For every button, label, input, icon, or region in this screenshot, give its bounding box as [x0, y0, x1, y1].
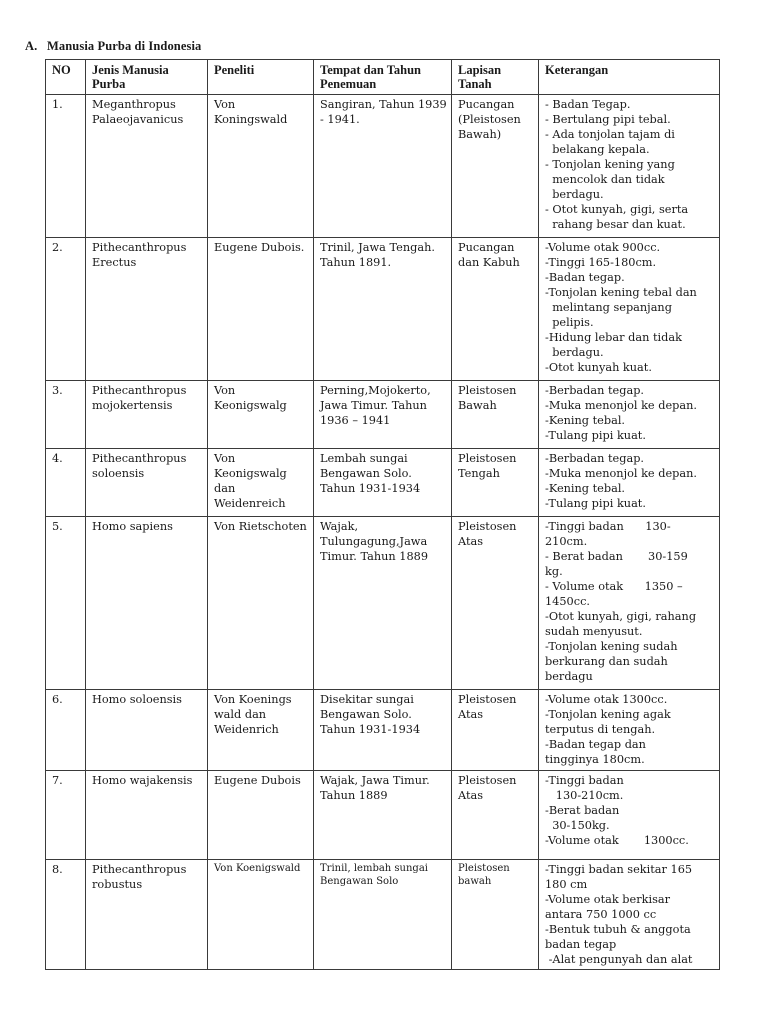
table-row [46, 517, 720, 690]
cell-peneliti: Von Rietschoten [208, 517, 314, 690]
cell-jenis: Pithecanthropus mojokertensis [86, 381, 208, 449]
cell-peneliti: Eugene Dubois [208, 771, 314, 860]
cell-jenis: Homo wajakensis [86, 771, 208, 860]
cell-tempat: Trinil, lembah sungai Bengawan Solo [314, 860, 452, 970]
keterangan-text: -Berbadan tegap. -Muka menonjol ke depan. -Kening tebal. -Tulang pipi kuat. [545, 384, 697, 442]
cell-keterangan [539, 449, 720, 517]
keterangan-text: -Volume otak 1300cc. -Tonjolan kening agak terputus di tengah. -Badan tegap dan tingginya 180cm. [545, 693, 671, 766]
cell-keterangan [539, 238, 720, 381]
cell-lapisan: Pleistosen Atas [452, 690, 539, 771]
cell-no: 4. [46, 449, 86, 517]
table-row [46, 690, 720, 771]
cell-keterangan [539, 690, 720, 771]
table-row [46, 381, 720, 449]
cell-jenis: Pithecanthropus soloensis [86, 449, 208, 517]
cell-jenis: Pithecanthropus Erectus [86, 238, 208, 381]
cell-no: 5. [46, 517, 86, 690]
cell-keterangan [539, 381, 720, 449]
cell-lapisan: Pleistosen Atas [452, 771, 539, 860]
keterangan-text: -Tinggi badan sekitar 165 180 cm -Volume otak berkisar antara 750 1000 cc -Bentuk tubuh & anggota badan tegap -Alat pengunyah dan alat [545, 863, 693, 966]
cell-no: 8. [46, 860, 86, 970]
manusia-purba-table [45, 59, 720, 970]
table-row [46, 449, 720, 517]
header-peneliti: Peneliti [208, 60, 314, 95]
keterangan-text: -Tinggi badan 130-210cm. -Berat badan 30-150kg. -Volume otak 1300cc. [545, 774, 689, 847]
table-row [46, 771, 720, 860]
cell-keterangan [539, 517, 720, 690]
cell-tempat: Wajak, Tulungagung,Jawa Timur. Tahun 1889 [314, 517, 452, 690]
cell-lapisan: Pleistosen Bawah [452, 381, 539, 449]
cell-lapisan: Pucangan dan Kabuh [452, 238, 539, 381]
cell-keterangan [539, 771, 720, 860]
cell-peneliti: Von Keonigswalg [208, 381, 314, 449]
section-title: Manusia Purba di Indonesia [47, 39, 202, 53]
header-no: NO [46, 60, 86, 95]
cell-lapisan: Pleistosen bawah [452, 860, 539, 970]
cell-tempat: Lembah sungai Bengawan Solo. Tahun 1931-1934 [314, 449, 452, 517]
header-jenis: Jenis Manusia Purba [86, 60, 208, 95]
keterangan-text: -Tinggi badan 130- 210cm. - Berat badan 30-159 kg. - Volume otak 1350 – 1450cc. -Otot kunyah, gigi, rahang sudah menyusut. -Tonjolan kening sudah berkurang dan sudah berdagu [545, 520, 697, 683]
keterangan-text: - Badan Tegap. - Bertulang pipi tebal. - Ada tonjolan tajam di belakang kepala. - Tonjolan kening yang mencolok dan tidak berdagu. - Otot kunyah, gigi, serta rahang besar dan kuat. [545, 98, 689, 231]
section-heading [25, 39, 201, 54]
cell-lapisan: Pleistosen Tengah [452, 449, 539, 517]
section-letter: A. [25, 39, 38, 53]
header-lapisan: Lapisan Tanah [452, 60, 539, 95]
cell-peneliti: Von Keonigswalg dan Weidenreich [208, 449, 314, 517]
cell-tempat: Sangiran, Tahun 1939 - 1941. [314, 95, 452, 238]
cell-no: 7. [46, 771, 86, 860]
cell-lapisan: Pucangan (Pleistosen Bawah) [452, 95, 539, 238]
cell-keterangan [539, 860, 720, 970]
cell-tempat: Wajak, Jawa Timur. Tahun 1889 [314, 771, 452, 860]
cell-tempat: Trinil, Jawa Tengah. Tahun 1891. [314, 238, 452, 381]
cell-jenis: Homo soloensis [86, 690, 208, 771]
cell-no: 1. [46, 95, 86, 238]
table-header-row [46, 60, 720, 95]
table-row [46, 238, 720, 381]
cell-jenis: Pithecanthropus robustus [86, 860, 208, 970]
keterangan-text: -Berbadan tegap. -Muka menonjol ke depan. -Kening tebal. -Tulang pipi kuat. [545, 452, 697, 510]
keterangan-text: -Volume otak 900cc. -Tinggi 165-180cm. -Badan tegap. -Tonjolan kening tebal dan melintang sepanjang pelipis. -Hidung lebar dan tidak berdagu. -Otot kunyah kuat. [545, 241, 697, 374]
header-keterangan: Keterangan [539, 60, 720, 95]
cell-no: 2. [46, 238, 86, 381]
cell-keterangan [539, 95, 720, 238]
cell-lapisan: Pleistosen Atas [452, 517, 539, 690]
cell-jenis: Meganthropus Palaeojavanicus [86, 95, 208, 238]
cell-peneliti: Von Koenings wald dan Weidenrich [208, 690, 314, 771]
cell-peneliti: Von Koningswald [208, 95, 314, 238]
header-tempat: Tempat dan Tahun Penemuan [314, 60, 452, 95]
cell-tempat: Disekitar sungai Bengawan Solo. Tahun 1931-1934 [314, 690, 452, 771]
table-row [46, 95, 720, 238]
cell-jenis: Homo sapiens [86, 517, 208, 690]
cell-peneliti: Eugene Dubois. [208, 238, 314, 381]
cell-peneliti: Von Koenigswald [208, 860, 314, 970]
table-row [46, 860, 720, 970]
cell-no: 3. [46, 381, 86, 449]
cell-no: 6. [46, 690, 86, 771]
cell-tempat: Perning,Mojokerto, Jawa Timur. Tahun 1936 – 1941 [314, 381, 452, 449]
